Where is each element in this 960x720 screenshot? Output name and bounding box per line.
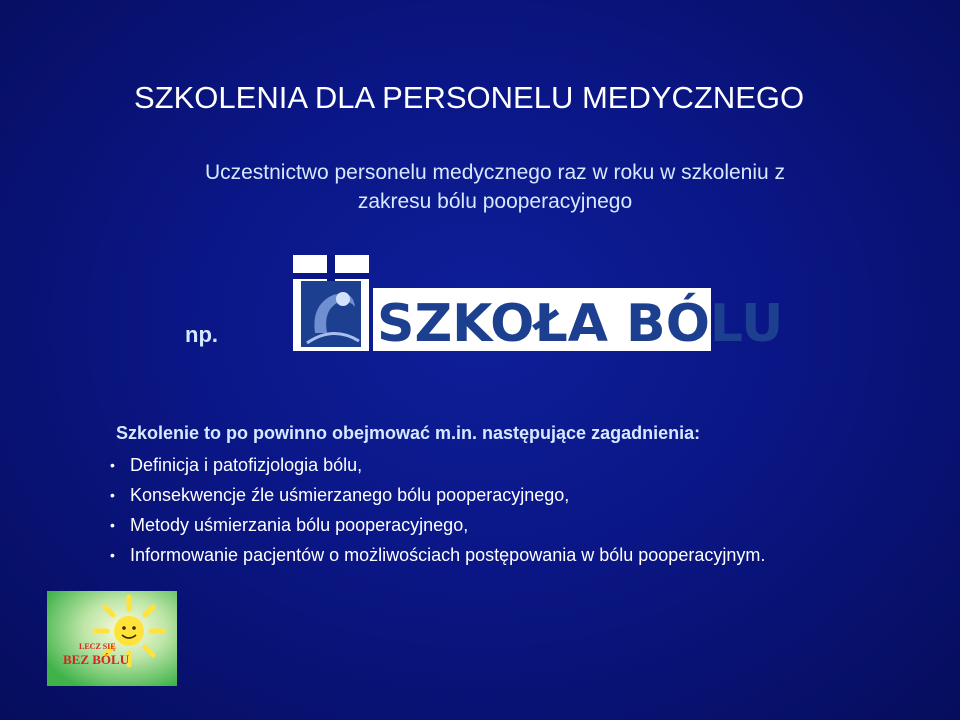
small-logo-line-2: BEZ BÓLU (63, 652, 130, 667)
bullet-icon: • (110, 457, 115, 473)
intro-text: Szkolenie to po powinno obejmować m.in. następujące zagadnienia: (116, 423, 701, 443)
list-item: • Konsekwencje źle uśmierzanego bólu pooperacyjnego, (108, 482, 765, 512)
list-item: • Metody uśmierzania bólu pooperacyjnego, (108, 512, 765, 542)
list-item: • Definicja i patofizjologia bólu, (108, 452, 765, 482)
list-item: • Informowanie pacjentów o możliwościach postępowania w bólu pooperacyjnym. (108, 542, 765, 572)
example-label: np. (185, 322, 218, 347)
slide-title: SZKOLENIA DLA PERSONELU MEDYCZNEGO (134, 80, 805, 115)
subtitle-line-1: Uczestnictwo personelu medycznego raz w roku w szkoleniu z (204, 161, 786, 184)
topic-list (108, 452, 765, 572)
bullet-icon: • (110, 547, 115, 563)
slide-subtitle (100, 158, 890, 216)
subtitle-line-2: zakresu bólu pooperacyjnego (357, 190, 633, 213)
szkola-bolu-logo-icon (293, 255, 784, 354)
logo-text: SZKOŁA BÓLU (377, 294, 784, 354)
bullet-icon: • (110, 487, 115, 503)
sun-logo-icon (47, 591, 177, 686)
small-logo-line-1: LECZ SIĘ (79, 642, 116, 651)
bullet-icon: • (110, 517, 115, 533)
